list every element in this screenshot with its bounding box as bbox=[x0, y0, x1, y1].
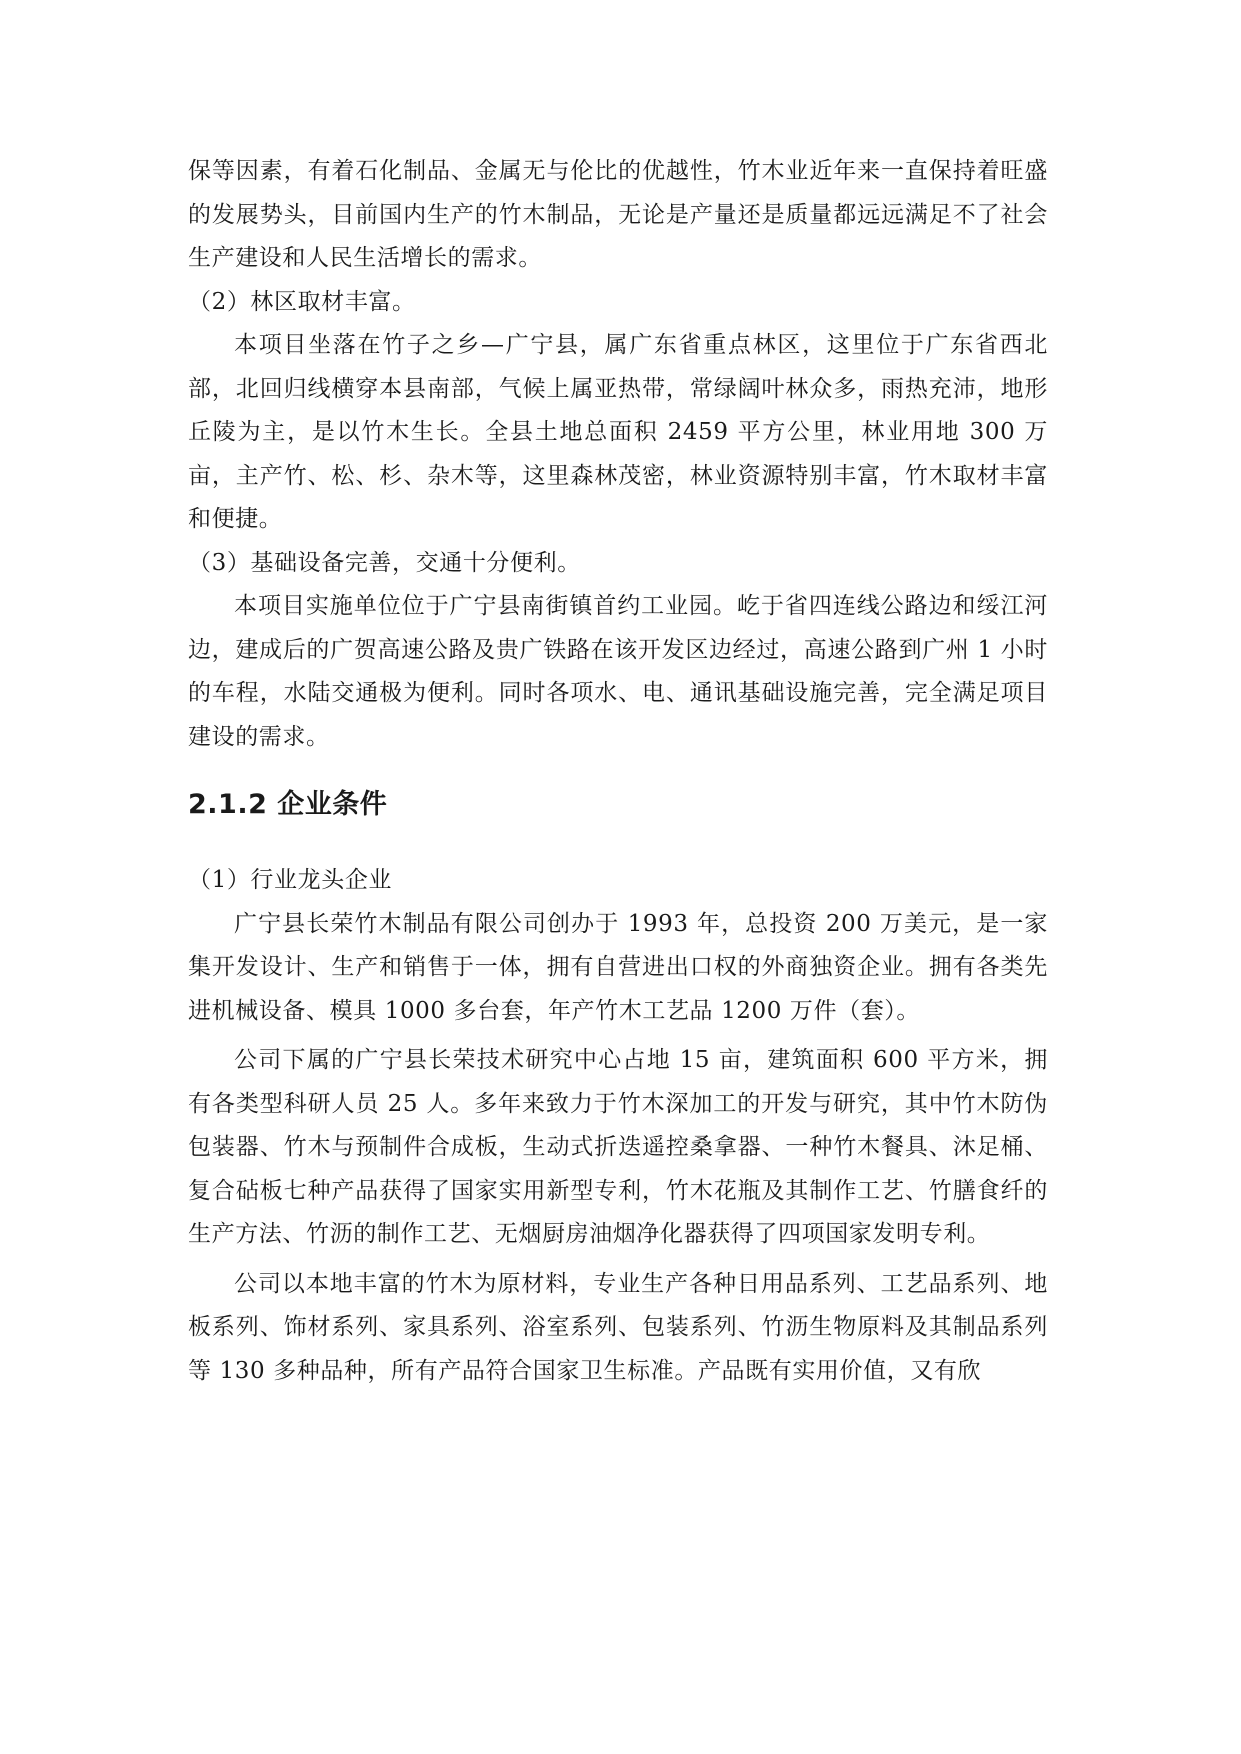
products-paragraph: 公司以本地丰富的竹木为原材料，专业生产各种日用品系列、工艺品系列、地板系列、饰材系列、家具系列、浴室系列、包装系列、竹沥生物原料及其制品系列等 130 多种品种，所有产品符合国家卫生标准。产品既有实用价值，又有欣 bbox=[188, 1270, 1048, 1384]
company-intro-paragraph: 广宁县长荣竹木制品有限公司创办于 1993 年，总投资 200 万美元，是一家集开发设计、生产和销售于一体，拥有自营进出口权的外商独资企业。拥有各类先进机械设备、模具 1000 多台套，年产竹木工艺品 1200 万件（套）。 bbox=[188, 910, 1048, 1024]
item-industry-leader-title: （1）行业龙头企业 bbox=[188, 867, 393, 893]
item-forest-title: （2）林区取材丰富。 bbox=[188, 288, 416, 315]
document-page bbox=[188, 150, 1048, 1393]
research-center-paragraph: 公司下属的广宁县长荣技术研究中心占地 15 亩，建筑面积 600 平方米，拥有各类型科研人员 25 人。多年来致力于竹木深加工的开发与研究，其中竹木防伪包装器、竹木与预制件合成板，生动式折迭遥控桑拿器、一种竹木餐具、沐足桶、复合砧板七种产品获得了国家实用新型专利，竹木花瓶及其制作工艺、竹膳食纤的生产方法、竹沥的制作工艺、无烟厨房油烟净化器获得了四项国家发明专利。 bbox=[188, 1047, 1048, 1247]
continuation-paragraph: 保等因素，有着石化制品、金属无与伦比的优越性，竹木业近年来一直保持着旺盛的发展势头，目前国内生产的竹木制品，无论是产量还是质量都远远满足不了社会生产建设和人民生活增长的需求。 bbox=[188, 158, 1048, 271]
forest-paragraph: 本项目坐落在竹子之乡—广宁县，属广东省重点林区，这里位于广东省西北部，北回归线横穿本县南部，气候上属亚热带，常绿阔叶林众多，雨热充沛，地形丘陵为主，是以竹木生长。全县土地总面积 2459 平方公里，林业用地 300 万亩，主产竹、松、杉、杂木等，这里森林茂密，林业资源特别丰富，竹木取材丰富和便捷。 bbox=[188, 332, 1048, 532]
infrastructure-paragraph: 本项目实施单位位于广宁县南街镇首约工业园。屹于省四连线公路边和绥江河边，建成后的广贺高速公路及贵广铁路在该开发区边经过，高速公路到广州 1 小时的车程，水陆交通极为便利。同时各项水、电、通讯基础设施完善，完全满足项目建设的需求。 bbox=[188, 593, 1048, 750]
section-heading: 2.1.2 企业条件 bbox=[188, 789, 388, 820]
item-infrastructure-title: （3）基础设备完善，交通十分便利。 bbox=[188, 549, 581, 576]
